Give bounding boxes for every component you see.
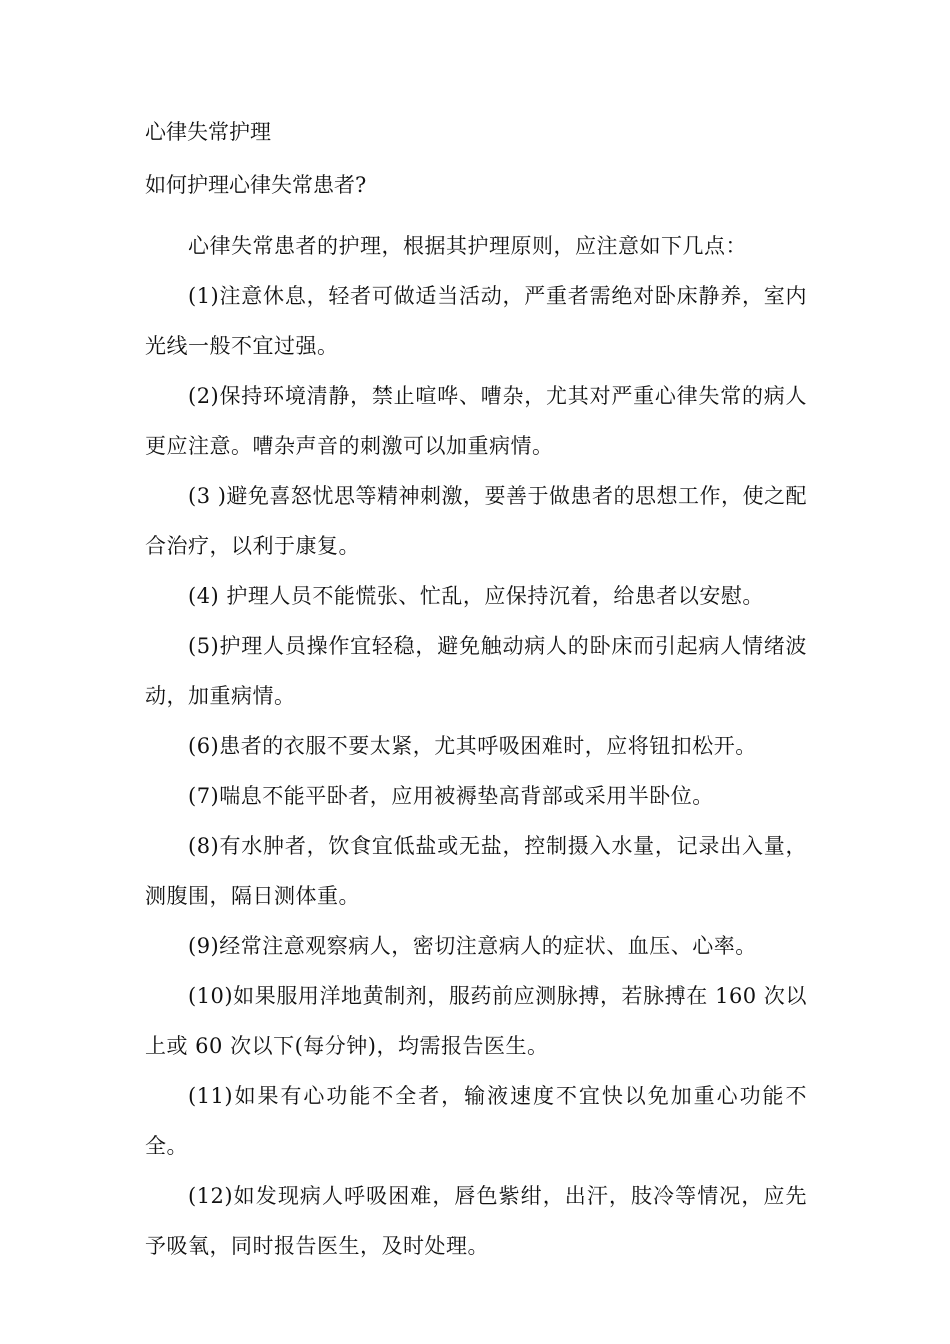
care-item-8: (8)有水肿者，饮食宜低盐或无盐，控制摄入水量，记录出入量，测腹围，隔日测体重。 [145, 834, 807, 908]
care-item-5: (5)护理人员操作宜轻稳，避免触动病人的卧床而引起病人情绪波动，加重病情。 [145, 634, 807, 708]
care-item-4: (4) 护理人员不能慌张、忙乱，应保持沉着，给患者以安慰。 [188, 584, 764, 608]
care-item-2: (2)保持环境清静，禁止喧哗、嘈杂，尤其对严重心律失常的病人更应注意。嘈杂声音的刺激可以加重病情。 [145, 384, 807, 458]
care-item-6: (6)患者的衣服不要太紧，尤其呼吸困难时，应将钮扣松开。 [188, 734, 757, 758]
intro-paragraph: 心律失常患者的护理，根据其护理原则，应注意如下几点： [188, 234, 747, 258]
care-item-12: (12)如发现病人呼吸困难，唇色紫绀，出汗，肢冷等情况，应先予吸氧，同时报告医生，及时处理。 [145, 1184, 807, 1258]
care-item-10: (10)如果服用洋地黄制剂，服药前应测脉搏，若脉搏在 160 次以上或 60 次以下(每分钟)，均需报告医生。 [145, 984, 807, 1058]
care-item-3: (3 )避免喜怒忧思等精神刺激，要善于做患者的思想工作，使之配合治疗，以利于康复。 [145, 484, 807, 558]
care-item-9: (9)经常注意观察病人，密切注意病人的症状、血压、心率。 [188, 934, 757, 958]
document-question: 如何护理心律失常患者? [145, 173, 367, 197]
care-item-1: (1)注意休息，轻者可做适当活动，严重者需绝对卧床静养，室内光线一般不宜过强。 [145, 284, 807, 358]
care-item-7: (7)喘息不能平卧者，应用被褥垫高背部或采用半卧位。 [188, 784, 714, 808]
document-title: 心律失常护理 [145, 120, 271, 144]
care-item-11: (11)如果有心功能不全者，输液速度不宜快以免加重心功能不全。 [145, 1084, 807, 1158]
document-body [145, 115, 807, 1271]
